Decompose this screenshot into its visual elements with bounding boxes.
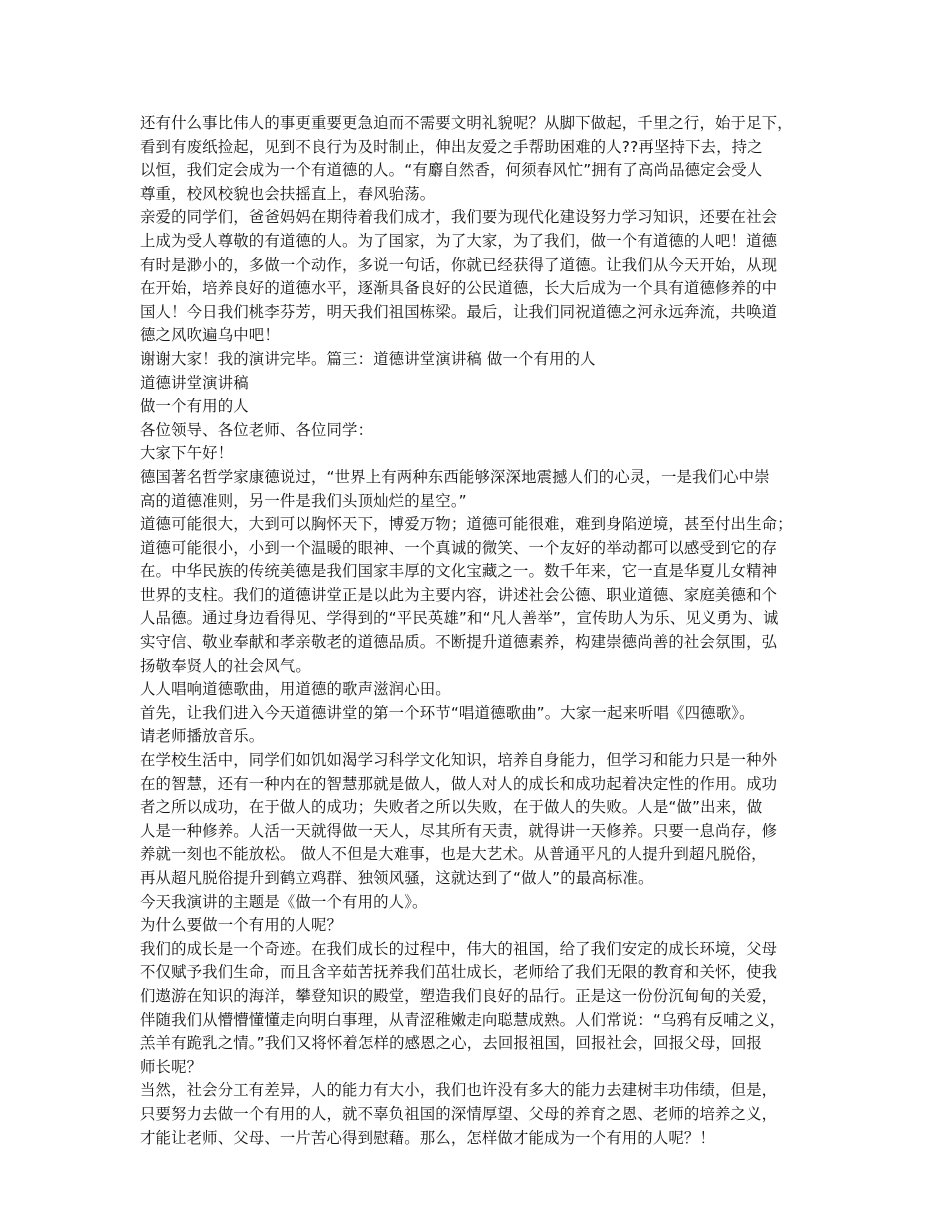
text-line: 道德讲堂演讲稿 [140,373,249,392]
text-line: 国人！今日我们桃李芬芳，明天我们祖国栋梁。最后，让我们同祝道德之河永远奔流，共唤道 [140,302,778,321]
text-line: 请老师播放音乐。 [140,727,265,746]
text-line: 德之风吹遍乌中吧！ [140,326,280,345]
document-body [140,112,830,1150]
text-line: 做一个有用的人 [140,397,249,416]
text-line: 看到有废纸捡起，见到不良行为及时制止，伸出友爱之手帮助困难的人??再坚持下去，持之 [140,137,763,156]
text-line: 道德可能很大，大到可以胸怀天下，博爱万物；道德可能很难，难到身陷逆境，甚至付出生命； [140,515,793,534]
text-line: 上成为受人尊敬的有道德的人。为了国家，为了大家，为了我们，做一个有道德的人吧！道德 [140,231,778,250]
text-line: 首先，让我们进入今天道德讲堂的第一个环节“唱道德歌曲”。大家一起来听唱《四德歌》。 [140,703,755,722]
text-line: 人人唱响道德歌曲，用道德的歌声滋润心田。 [140,680,451,699]
text-line: 亲爱的同学们，爸爸妈妈在期待着我们成才，我们要为现代化建设努力学习知识，还要在社会 [140,208,778,227]
text-line: 再从超凡脱俗提升到鹤立鸡群、独领风骚，这就达到了“做人”的最高标准。 [140,869,654,887]
text-line: 在。中华民族的传统美德是我们国家丰厚的文化宝藏之一。数千年来，它一直是华夏儿女精神 [140,562,778,581]
text-line: 德国著名哲学家康德说过，“世界上有两种东西能够深深地震撼人们的心灵，一是我们心中崇 [140,467,770,486]
text-line: 们遨游在知识的海洋，攀登知识的殿堂，塑造我们良好的品行。正是这一份份沉甸甸的关爱， [140,986,778,1005]
text-line: 人是一种修养。人活一天就得做一天人，尽其所有天责，就得讲一天修养。只要一息尚存，修 [140,821,778,840]
text-line: 各位领导、各位老师、各位同学： [140,420,374,439]
text-line: 为什么要做一个有用的人呢？ [140,916,343,935]
text-line: 在学校生活中，同学们如饥如渴学习科学文化知识，培养自身能力，但学习和能力只是一种外 [140,751,778,770]
text-line: 才能让老师、父母、一片苦心得到慰藉。那么，怎样做才能成为一个有用的人呢？！ [140,1128,716,1147]
text-line: 以恒，我们定会成为一个有道德的人。“有麝自然香，何须春风忙”拥有了高尚品德定会受人 [140,161,763,180]
text-line: 者之所以成功，在于做人的成功；失败者之所以失败，在于做人的失败。人是“做”出来，做 [140,798,763,817]
text-line: 当然，社会分工有差异，人的能力有大小，我们也许没有多大的能力去建树丰功伟绩，但是， [140,1081,778,1100]
text-line: 实守信、敬业奉献和孝亲敬老的道德品质。不断提升道德素养，构建崇德尚善的社会氛围，弘 [140,633,778,652]
text-line: 养就一刻也不能放松。 做人不但是大难事，也是大艺术。从普通平凡的人提升到超凡脱俗， [140,845,767,864]
text-line: 师长呢？ [140,1057,203,1076]
text-line: 伴随我们从懵懵懂懂走向明白事理，从青涩稚嫩走向聪慧成熟。人们常说：“乌鸦有反哺之义， [140,1010,786,1029]
text-line: 世界的支柱。我们的道德讲堂正是以此为主要内容，讲述社会公德、职业道德、家庭美德和个 [140,585,778,604]
text-line: 今天我演讲的主题是《做一个有用的人》。 [140,892,428,911]
text-line: 扬敬奉贤人的社会风气。 [140,656,311,675]
text-line: 大家下午好！ [140,444,234,463]
text-line: 人品德。通过身边看得见、学得到的“平民英雄”和“凡人善举”，宣传助人为乐、见义勇为、诚 [140,609,779,628]
text-line: 尊重，校风校貌也会扶摇直上，春风骀荡。 [140,184,436,203]
text-line: 在开始，培养良好的道德水平，逐渐具备良好的公民道德，长大后成为一个具有道德修养的中 [140,279,778,298]
text-line: 谢谢大家！我的演讲完毕。篇三：道德讲堂演讲稿 做一个有用的人 [140,349,596,368]
text-line: 高的道德准则，另一件是我们头顶灿烂的星空。” [140,491,467,510]
text-line: 我们的成长是一个奇迹。在我们成长的过程中，伟大的祖国，给了我们安定的成长环境，父母 [140,939,778,958]
text-line: 道德可能很小，小到一个温暖的眼神、一个真诚的微笑、一个友好的举动都可以感受到它的存 [140,538,778,557]
text-line: 还有什么事比伟人的事更重要更急迫而不需要文明礼貌呢？从脚下做起，千里之行，始于足下， [140,114,793,132]
text-line: 羔羊有跪乳之情。”我们又将怀着怎样的感恩之心，去回报祖国，回报社会，回报父母，回报 [140,1034,763,1053]
text-line: 只要努力去做一个有用的人，就不辜负祖国的深情厚望、父母的养育之恩、老师的培养之义， [140,1104,778,1123]
text-line: 在的智慧，还有一种内在的智慧那就是做人，做人对人的成长和成功起着决定性的作用。成功 [140,774,778,793]
text-line: 不仅赋予我们生命，而且含辛茹苦抚养我们茁壮成长，老师给了我们无限的教育和关怀，使我 [140,963,778,982]
text-line: 有时是渺小的，多做一个动作，多说一句话，你就已经获得了道德。让我们从今天开始，从现 [140,255,778,274]
